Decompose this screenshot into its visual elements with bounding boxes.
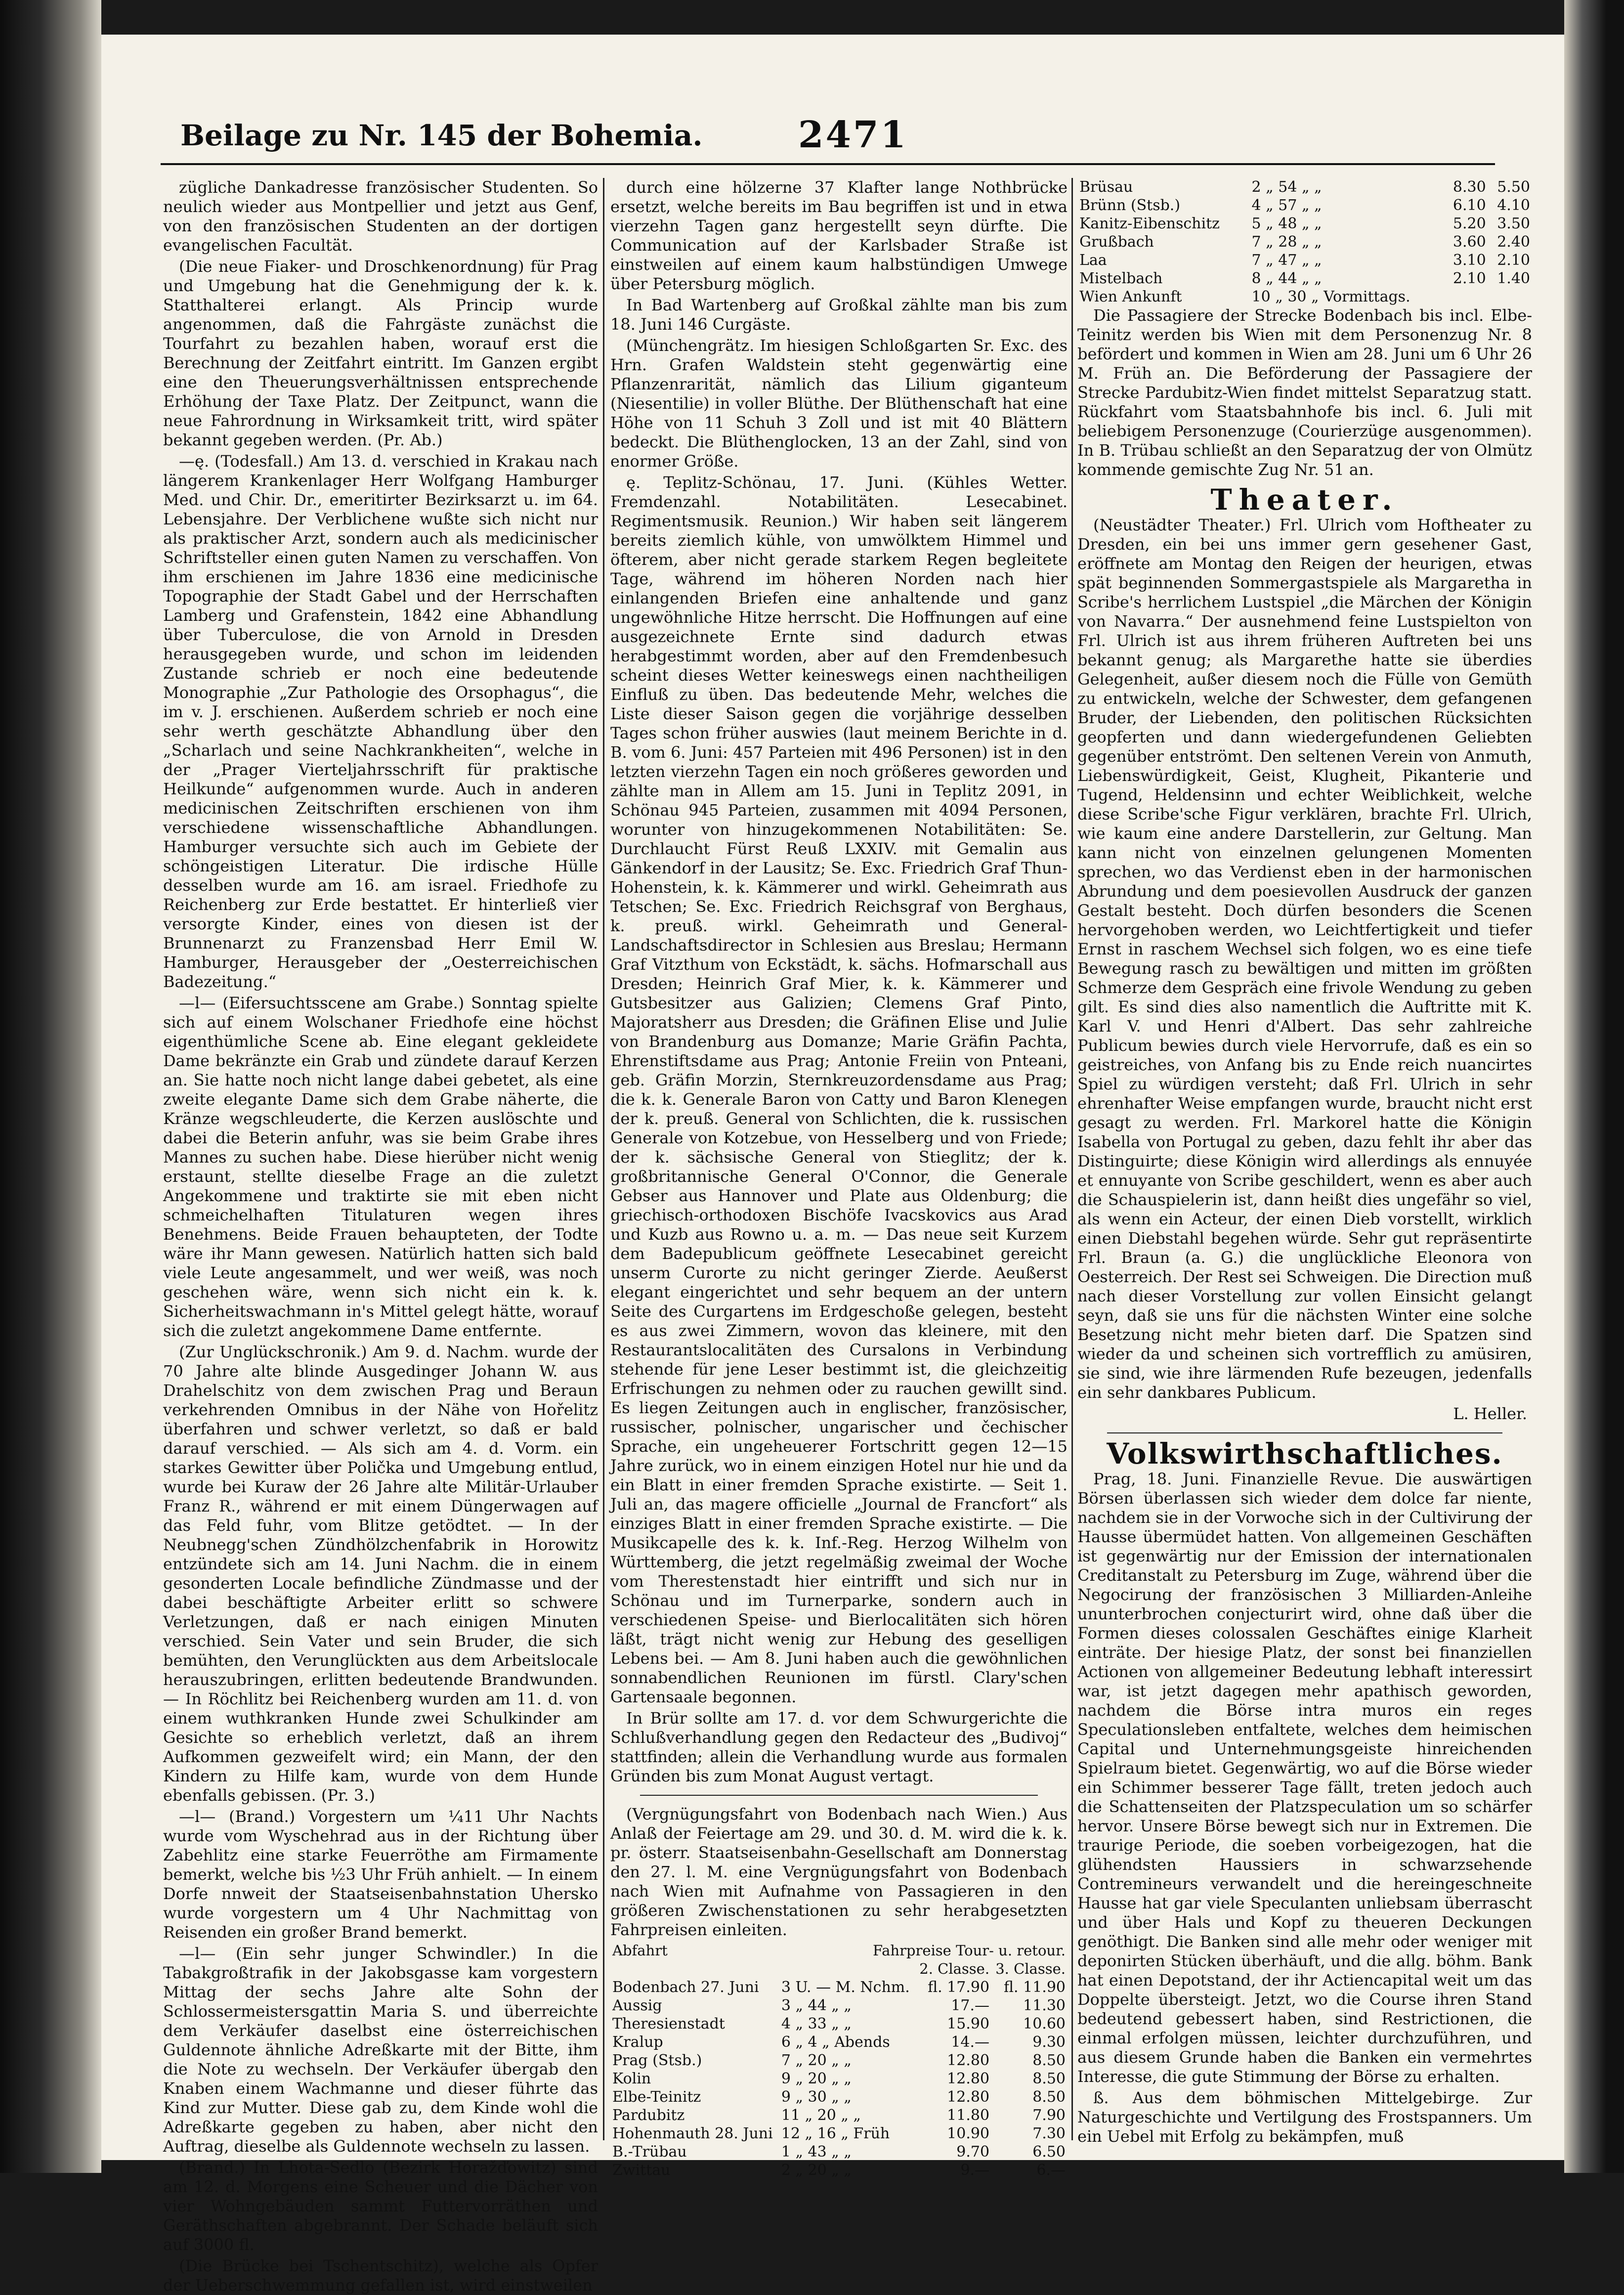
fare-station: Mistelbach <box>1079 270 1163 287</box>
fare-time: 10 „ 30 „ Vormittags. <box>1251 288 1410 305</box>
fare-price-2nd: 14.— <box>951 2034 990 2051</box>
fare-time: 7 „ 28 „ „ <box>1251 233 1322 251</box>
article-paragraph: (Münchengrätz. Im hiesigen Schloßgarten Sr. Exc. des Hrn. Grafen Waldstein steht gegenwärtig eine Pflanzenrarität, nämlich das Lilium giganteum (Niesentilie) in voller Blüthe. Der Blüthenschaft hat eine Höhe von 11 Schuh 3 Zoll und ist mit 40 Blättern bedeckt. Die Blüthenglocken, 13 an der Zahl, sind von enormer Größe. <box>610 336 1068 471</box>
author-signature: L. Heller. <box>1453 1404 1527 1423</box>
fare-price-2nd: 9.— <box>960 2162 990 2179</box>
fare-price-2nd: 11.80 <box>947 2107 990 2124</box>
fare-row <box>610 1978 1068 1996</box>
article-paragraph: durch eine hölzerne 37 Klafter lange Nothbrücke ersetzt, welche bereits im Bau begriffen ist und in etwa vierzehn Tagen ganz hergestellt seyn dürfte. Die Communication auf der Karlsbader Straße ist einstweilen auf einem kaum halbstündigen Umwege über Petersburg möglich. <box>610 178 1068 293</box>
column-1 <box>163 178 598 2295</box>
fare-station: Elbe-Teinitz <box>612 2088 701 2106</box>
fare-row <box>610 2033 1068 2051</box>
fare-time: 3 „ 44 „ „ <box>781 1997 852 2014</box>
fare-price-3rd: fl. 11.90 <box>1004 1979 1066 1996</box>
fare-price-2nd: 2.10 <box>1453 270 1486 287</box>
fare-row <box>610 2106 1068 2124</box>
fare-station: Hohenmauth 28. Juni <box>612 2125 773 2142</box>
fare-time: 7 „ 20 „ „ <box>781 2052 852 2069</box>
fare-price-2nd <box>1444 288 1488 306</box>
article-paragraph: zügliche Dankadresse französischer Studenten. So neulich wieder aus Montpellier und jetzt aus Genf, von den französischen Studenten an der dortigen evangelischen Facultät. <box>163 178 598 255</box>
fare-price-3rd: 9.30 <box>1032 2034 1066 2051</box>
fare-time: 12 „ 16 „ Früh <box>781 2125 890 2142</box>
fare-price-3rd: 8.50 <box>1032 2052 1066 2069</box>
fare-price-2nd: 12.80 <box>947 2088 990 2106</box>
article-paragraph: Die Passagiere der Strecke Bodenbach bis incl. Elbe-Teinitz werden bis Wien mit dem Personenzug Nr. 8 befördert und kommen in Wien am 28. Juni um 6 Uhr 26 M. Früh an. Die Beförderung der Passagiere der Strecke Pardubitz-Wien findet mittelst Separatzug statt. Rückfahrt vom Staatsbahnhofe bis incl. 6. Juli mit beliebigem Personenzuge (Courierzüge ausgenommen). In B. Trübau schließt an den Separatzug der von Olmütz kommende gemischte Zug Nr. 51 an. <box>1077 306 1532 479</box>
fare-row <box>1077 233 1532 251</box>
fare-price-3rd: 2.40 <box>1497 233 1530 251</box>
theater-heading: Theater. <box>1210 483 1399 517</box>
fare-station: Prag (Stsb.) <box>612 2052 702 2069</box>
fare-row <box>610 2161 1068 2179</box>
fare-price-2nd: 3.10 <box>1453 252 1486 269</box>
fare-station: Brüsau <box>1079 178 1133 196</box>
fare-price-2nd: 5.20 <box>1453 215 1486 232</box>
fare-header-class3: 3. Classe. <box>995 1960 1066 1977</box>
article-paragraph: (Die Brücke bei Tschentschitz), welche als Opfer der Ueberschwemmung gefallen ist, wird einstweilen <box>163 2256 598 2295</box>
article-paragraph: ę. Teplitz-Schönau, 17. Juni. (Kühles Wetter. Fremdenzahl. Notabilitäten. Lesecabinet. Regimentsmusik. Reunion.) Wir haben seit längerem bereits ziemlich kühle, von umwölktem Himmel und öfterem, aber nicht gerade starkem Regen begleitete Tage, während im höheren Norden nach hier einlangenden Briefen eine anhaltende und ganz ungewöhnliche Hitze herrscht. Die Hoffnungen auf eine ausgezeichnete Ernte sind dadurch etwas herabgestimmt worden, aber auf den Fremdenbesuch scheint dieses Wetter keineswegs einen nachtheiligen Einfluß zu üben. Das bedeutende Mehr, welches die Liste dieser Saison gegen die vorjährige desselben Tages schon früher auswies (laut meinem Berichte in d. B. vom 6. Juni: 457 Parteien mit 496 Personen) ist in den letzten vierzehn Tagen ein noch größeres geworden und zählte man in Allem am 15. Juni in Teplitz 2091, in Schönau 945 Parteien, zusammen mit 4094 Personen, worunter von hinzugekommenen Notabilitäten: Se. Durchlaucht Fürst Reuß LXXIV. mit Gemalin aus Gänkendorf in der Lausitz; Se. Exc. Friedrich Graf Thun-Hohenstein, k. k. Kämmerer und wirkl. Geheimrath aus Tetschen; Se. Exc. Friedrich Reichsgraf von Berghaus, k. preuß. wirkl. Geheimrath und General-Landschaftsdirector in Schlesien aus Breslau; Hermann Graf Vitzthum von Eckstädt, k. sächs. Hofmarschall aus Dresden; Heinrich Graf Mier, k. k. Kämmerer und Gutsbesitzer aus Galizien; Clemens Graf Pinto, Majoratsherr aus Dresden; die Gräfinen Elise und Julie von Brandenburg aus Domanze; Marie Gräfin Pachta, Ehrenstiftsdame aus Prag; Antonie Freiin von Pnteani, geb. Gräfin Morzin, Sternkreuzordensdame aus Prag; die k. k. Generale Baron von Catty und Baron Klenegen der k. preuß. General von Schlichten, die k. russischen Generale von Kotzebue, von Hesselberg und von Friede; der k. sächsische General von Stieglitz; der k. großbritannische General O'Connor, die Generale Gebser aus Hannover und Plate aus Oldenburg; die griechisch-orthodoxen Bischöfe Ivacskovics aus Arad und Kuzb aus Rowno u. a. m. — Das neue seit Kurzem dem Badepublicum geöffnete Lesecabinet gereicht unserm Curorte zu nicht geringer Zierde. Aeußerst elegant eingerichtet und sehr bequem an der untern Seite des Curgartens im Erdgeschoße gelegen, besteht es aus zwei Zimmern, wovon das kleinere, mit den Restaurantslocalitäten des Cursalons in Verbindung stehende für jene Leser bestimmt ist, die gleichzeitig Erfrischungen zu nehmen oder zu rauchen gewillt sind. Es liegen Zeitungen auch in englischer, französischer, russischer, polnischer, ungarischer und čechischer Sprache, ein ungeheuerer Fortschritt gegen 12—15 Jahre zurück, wo in einem einzigen Hotel nur hie und da ein Blatt in einer fremden Sprache existirte. — Seit 1. Juli an, das magere officielle „Journal de Francfort“ als einziges Blatt in einer fremden Sprache existirte. — Die Musikcapelle des k. k. Inf.-Reg. Herzog Wilhelm von Württemberg, die jetzt regelmäßig zweimal der Woche vom Therestenstadt hier eintrifft und sich nur in Schönau und im Turnerparke, sondern auch in verschiedenen Speise- und Bierlocalitäten sich hören läßt, trägt nicht wenig zur Hebung des geselligen Lebens bei. — Am 8. Juni haben auch die gewöhnlichen sonnabendlichen Reunionen im fürstl. Clary'schen Gartensaale begonnen. <box>610 473 1068 1706</box>
scan-right-edge <box>1564 0 1624 2173</box>
fare-price-3rd: 7.30 <box>1032 2125 1066 2142</box>
page-number: 2471 <box>798 114 908 156</box>
fare-price-2nd: 8.30 <box>1453 178 1486 196</box>
fare-row <box>1077 215 1532 233</box>
fare-table-continued <box>1077 178 1532 306</box>
fare-price-3rd: 5.50 <box>1497 178 1530 196</box>
column-2 <box>610 178 1068 2179</box>
fare-time: 4 „ 33 „ „ <box>781 2015 852 2033</box>
fare-price-2nd: 9.70 <box>956 2143 990 2161</box>
article-paragraph: (Die neue Fiaker- und Droschkenordnung) für Prag und Umgebung hat die Genehmigung der k. k. Statthalterei erlangt. Als Princip wurde angenommen, daß die Fahrgäste zunächst die Tourfahrt zu bezahlen haben, worauf erst die Berechnung der Zeitfahrt eintritt. Im Ganzen ergibt eine den Theuerungsverhältnissen entsprechende Erhöhung der Taxe Platz. Der Zeitpunct, wann die neue Fahrordnung in Wirksamkeit tritt, wird später bekannt gegeben werden. (Pr. Ab.) <box>163 257 598 449</box>
fare-row <box>610 2015 1068 2033</box>
fare-row <box>610 2070 1068 2088</box>
article-paragraph: In Bad Wartenberg auf Großkal zählte man bis zum 18. Juni 146 Curgäste. <box>610 296 1068 334</box>
fare-time: 6 „ 4 „ Abends <box>781 2034 890 2051</box>
fare-price-3rd: 2.10 <box>1497 252 1530 269</box>
fare-header-prices: Fahrpreise Tour- u. retour. <box>872 1942 1066 1959</box>
fare-station: Aussig <box>612 1997 662 2014</box>
fare-header-class2: 2. Classe. <box>919 1960 990 1977</box>
article-paragraph: —ę. (Todesfall.) Am 13. d. verschied in Krakau nach längerem Krankenlager Herr Wolfgang Hamburger Med. und Chir. Dr., emeritirter Bezirksarzt u. im 64. Lebensjahre. Der Verblichene wußte sich nicht nur als praktischer Arzt, sondern auch als medicinischer Schriftsteller einen guten Namen zu verschaffen. Von ihm erschienen im Jahre 1836 eine medicinische Topographie der Stadt Gabel und der Herrschaften Lamberg und Grafenstein, 1842 eine Abhandlung über Tuberculose, die von Arnold in Dresden herausgegeben wurde, und schon im leidenden Zustande schrieb er noch eine bedeutende Monographie „Zur Pathologie des Orsophagus“, die im v. J. erschienen. Außerdem schrieb er noch eine sehr werth geschätzte Abhandlung über den „Scharlach und seine Nachkrankheiten“, welche in der „Prager Vierteljahrsschrift für praktische Heilkunde“ aufgenommen wurde. Auch in anderen medicinischen Zeitschriften erschienen von ihm verschiedene wissenschaftliche Abhandlungen. Hamburger versuchte sich auch im Gebiete der schöngeistigen Literatur. Die irdische Hülle desselben wurde am 16. am israel. Friedhofe zu Reichenberg zur Erde bestattet. Er hinterließ vier versorgte Kinder, eines von diesen ist der Brunnenarzt zu Franzensbad Herr Emil W. Hamburger, Herausgeber der „Oesterreichischen Badezeitung.“ <box>163 452 598 991</box>
fare-station: Kolin <box>612 2070 651 2087</box>
fare-time: 9 „ 20 „ „ <box>781 2070 852 2087</box>
fare-price-2nd: 3.60 <box>1453 233 1486 251</box>
newspaper-page <box>101 35 1564 2295</box>
fare-price-2nd: 17.— <box>951 1997 990 2014</box>
article-paragraph: ß. Aus dem böhmischen Mittelgebirge. Zur Naturgeschichte und Vertilgung des Frostspanners. Um ein Uebel mit Erfolg zu bekämpfen, muß <box>1077 2088 1532 2146</box>
theater-review: (Neustädter Theater.) Frl. Ulrich vom Hoftheater zu Dresden, ein bei uns immer gern gesehener Gast, eröffnete am Montag den Reigen der heurigen, etwas spät beginnenden Sommergastspiele als Margaretha in Scribe's herrlichem Lustspiel „die Märchen der Königin von Navarra.“ Der ausnehmend feine Lustspielton von Frl. Ulrich ist aus ihrem früheren Auftreten bei uns bekannt genug; als Margarethe hatte sie überdies Gelegenheit, außer diesem noch die Fülle von Gemüth zu entwickeln, welche der Schwester, dem gefangenen Bruder, der Liebenden, den politischen Rücksichten geopferten und dann wiedergefundenen Geliebten gegenüber entströmt. Den seltenen Verein von Anmuth, Liebenswürdigkeit, Geist, Klugheit, Pikanterie und Tugend, Heldensinn und echter Weiblichkeit, welche diese Scribe'sche Figur verklären, brachte Frl. Ulrich, wie kaum eine andere Darstellerin, zur Geltung. Man kann nicht von einzelnen gelungenen Momenten sprechen, wo das Verdienst eben in der harmonischen Abrundung und dem poesievollen Ausdruck der ganzen Gestalt besteht. Doch dürfen besonders die Scenen hervorgehoben werden, wo Leichtfertigkeit und tiefer Ernst in raschem Wechsel sich folgen, wo es eine tiefe Bewegung rasch zu bewältigen und mitten im größten Schmerze dem Gespräch eine frivole Wendung zu geben gilt. Es sind dies also namentlich die Auftritte mit K. Karl V. und Henri d'Albert. Das sehr zahlreiche Publicum bewies durch viele Hervorrufe, daß es ein so geistreiches, von Anfang bis zu Ende reich nuancirtes Spiel zu würdigen versteht; daß Frl. Ulrich in sehr ehrenhafter Weise empfangen wurde, braucht nicht erst gesagt zu werden. Frl. Markorel hatte die Königin Isabella von Portugal zu geben, dazu fehlt ihr aber das Distinguirte; diese Königin wird allerdings als ennuyée et ennuyante von Scribe geschildert, wenn es aber auch die Schauspielerin ist, dann heißt dies ungefähr so viel, als wenn ein Acteur, der einen Dieb vorstellt, wirklich einen Diebstahl begehen würde. Sehr gut repräsentirte Frl. Braun (a. G.) die unglückliche Eleonora von Oesterreich. Der Rest sei Schweigen. Die Direction muß nach dieser Vorstellung zur vollen Einsicht gelangt seyn, daß sie uns für die nächsten Winter eine solche Besetzung nicht mehr bieten darf. Die Spatzen sind wieder da und scheinen sich vortrefflich zu amüsiren, sie sind, wie ihre lärmenden Rufe bezeugen, jedenfalls ein sehr dankbares Publicum. <box>1077 516 1532 1402</box>
fare-station: Pardubitz <box>612 2107 685 2124</box>
fare-row <box>1077 288 1532 306</box>
article-paragraph: —l— (Ein sehr junger Schwindler.) In die Tabakgroßtrafik in der Jakobsgasse kam vorgestern Mittag der sechs Jahre alte Sohn der Schlossermeistersgattin Maria S. und überreichte dem Verkäufer daselbst eine österreichischen Guldennote ähnliche Adreßkarte mit der Bitte, ihm die Note zu wechseln. Der Verkäufer übergab den Knaben einem Wachmanne und dieser führte das Kind zur Mutter. Diese gab zu, dem Kinde wohl die Adreßkarte gegeben zu haben, aber nicht den Auftrag, dieselbe als Guldennote wechseln zu lassen. <box>163 1944 598 2156</box>
fare-row <box>610 2143 1068 2161</box>
fare-price-3rd: 8.50 <box>1032 2088 1066 2106</box>
fare-station: Grußbach <box>1079 233 1154 251</box>
fare-row <box>1077 178 1532 196</box>
fare-price-3rd: 10.60 <box>1023 2015 1066 2033</box>
fare-price-2nd: fl. 17.90 <box>928 1979 990 1996</box>
fare-row <box>610 1996 1068 2015</box>
section-divider <box>640 1795 1038 1796</box>
column-rule <box>603 178 604 2140</box>
fare-station: Bodenbach 27. Juni <box>612 1979 759 1996</box>
fare-row <box>610 2051 1068 2070</box>
section-divider <box>1107 1432 1502 1433</box>
article-paragraph: —l— (Eifersuchtsscene am Grabe.) Sonntag spielte sich auf einem Wolschaner Friedhofe eine höchst eigenthümliche Scene ab. Eine elegant gekleidete Dame bekränzte ein Grab und zündete darauf Kerzen an. Sie hatte noch nicht lange dabei gebetet, als eine zweite elegante Dame sich dem Grabe näherte, die Kränze wegschleuderte, die Kerzen auslöschte und dabei die Beterin anfuhr, was sie beim Grabe ihres Mannes zu suchen habe. Diese hierüber nicht wenig erstaunt, stellte dieselbe Frage an die zuletzt Angekommene und traktirte sie mit eben nicht schmeichelhaften Titulaturen wegen ihres Benehmens. Beide Frauen behaupteten, der Todte wäre ihr Mann gewesen. Natürlich hatten sich bald viele Leute angesammelt, und wer weiß, was noch geschehen wäre, wenn sich nicht ein k. k. Sicherheitswachmann in's Mittel gelegt hätte, worauf sich die zuletzt angekommene Dame entfernte. <box>163 994 598 1340</box>
fare-time: 2 „ 20 „ „ <box>781 2162 852 2179</box>
column-rule <box>1071 178 1073 2140</box>
fare-price-3rd: 4.10 <box>1497 197 1530 214</box>
fare-price-3rd: 6.50 <box>1032 2143 1066 2161</box>
economy-heading: Volkswirthschaftliches. <box>1107 1437 1503 1471</box>
article-paragraph: (Zur Unglückschronik.) Am 9. d. Nachm. wurde der 70 Jahre alte blinde Ausgedinger Johann W. aus Drahelschitz von dem zwischen Prag und Beraun verkehrenden Omnibus in der Nähe von Hořelitz überfahren und schwer verletzt, so daß er bald darauf verschied. — Als sich am 4. d. Vorm. ein starkes Gewitter über Polička und Umgebung entlud, wurde bei Kuraw der 26 Jahre alte Militär-Urlauber Franz R., während er mit einem Düngerwagen auf das Feld fuhr, vom Blitze getödtet. — In der Neubnegg'schen Zündhölzchenfabrik in Horowitz entzündete sich am 14. Juni Nachm. die in einem gesonderten Locale befindliche Zündmasse und der dabei beschäftigte Arbeiter erlitt so schwere Verletzungen, daß er nach einigen Minuten verschied. Sein Vater und sein Bruder, die sich bemühten, den Verunglückten aus dem Arbeitslocale herauszubringen, erlitten bedeutende Brandwunden. — In Röchlitz bei Reichenberg wurden am 11. d. von einem wuthkranken Hunde zwei Schulkinder am Gesichte so erheblich verletzt, daß an ihrem Aufkommen gezweifelt wird; ein Mann, der den Kindern zu Hilfe kam, wurde von dem Hunde ebenfalls gebissen. (Pr. 3.) <box>163 1342 598 1805</box>
fare-price-2nd: 10.90 <box>947 2125 990 2142</box>
fare-table <box>610 1942 1068 2179</box>
fare-price-2nd: 12.80 <box>947 2070 990 2087</box>
fare-price-3rd: 1.40 <box>1497 270 1530 287</box>
fare-price-2nd: 12.80 <box>947 2052 990 2069</box>
fare-price-3rd: 11.30 <box>1023 1997 1066 2014</box>
fare-price-3rd: 8.50 <box>1032 2070 1066 2087</box>
fare-station: Laa <box>1079 252 1107 269</box>
fare-price-2nd: 6.10 <box>1453 197 1486 214</box>
fare-time: 1 „ 43 „ „ <box>781 2143 852 2161</box>
fare-row <box>1077 251 1532 269</box>
fare-station: Kanitz-Eibenschitz <box>1079 215 1220 232</box>
column-3 <box>1077 178 1532 2146</box>
fare-station: Kralup <box>612 2034 663 2051</box>
fare-station: Brünn (Stsb.) <box>1079 197 1181 214</box>
fare-time: 5 „ 48 „ „ <box>1251 215 1322 232</box>
fare-header-departure: Abfahrt <box>612 1942 668 1959</box>
scan-left-edge <box>0 0 101 2173</box>
fare-row <box>610 2088 1068 2106</box>
fare-row <box>1077 196 1532 215</box>
fare-time: 4 „ 57 „ „ <box>1251 197 1322 214</box>
economy-review: Prag, 18. Juni. Finanzielle Revue. Die auswärtigen Börsen überlassen sich wieder dem dolce far niente, nachdem sie in der Vorwoche sich in der Cultivirung der Hausse übermüdet hatten. Von allgemeinen Geschäften ist gegenwärtig nur der Emission der internationalen Creditanstalt zu Petersburg im Zuge, während über die Negocirung der französischen 3 Milliarden-Anleihe ununterbrochen conjecturirt wird, ohne daß über die Formen dieses colossalen Geschäftes einige Klarheit einträte. Der hiesige Platz, der sonst bei finanziellen Actionen von allgemeiner Bedeutung lebhaft interessirt war, ist jetzt dagegen mehr apathisch geworden, nachdem die Börse intra muros ein reges Speculationsleben entfaltete, welches dem heimischen Capital und Unternehmungsgeiste hinreichenden Spielraum bietet. Gegenwärtig, wo auf die Börse wieder ein Schimmer besserer Tage fällt, treten jedoch auch die Schattenseiten der Platzspeculation um so schärfer hervor. Unsere Börse bewegt sich nur in Extremen. Die traurige Periode, die soeben vorbeigezogen, hat die glühendsten Haussiers in schwarzsehende Contremineurs verwandelt und die hereingeschneite Hausse hat gar viele Speculanten unliebsam überrascht und über Hals und Kopf zu theueren Deckungen genöthigt. Die Banken sind alle mehr oder weniger mit deponirten Stücken überhäuft, und die allg. böhm. Bank hat einen Depotstand, der ihr Actiencapital weit um das Doppelte übersteigt. Jetzt, wo die Course ihren Stand bedeutend gebessert haben, sind Restrictionen, die einmal erfolgen müssen, leichter durchzuführen, und aus diesem Grunde haben die Banken ein vermehrtes Interesse, die gute Stimmung der Börse zu erhalten. <box>1077 1470 1532 2086</box>
fare-time: 2 „ 54 „ „ <box>1251 178 1322 196</box>
fare-station: Theresienstadt <box>612 2015 725 2033</box>
article-paragraph: (Brand.) In Lhota-Sedlo (Bezirk Horažďowitz) sind am 12. d. Morgens eine Scheuer und die Dächer von vier Wohngebäuden sammt Futtervorräthen und Geräthschaften abgebrannt. Der Schade beläuft sich auf 3000 fl. <box>163 2158 598 2254</box>
fare-time: 7 „ 47 „ „ <box>1251 252 1322 269</box>
fare-station: Zwittau <box>612 2162 671 2179</box>
article-paragraph: (Vergnügungsfahrt von Bodenbach nach Wien.) Aus Anlaß der Feiertage am 29. und 30. d. M. wird die k. k. pr. österr. Staatseisenbahn-Gesellschaft am Donnerstag den 27. l. M. eine Vergnügungsfahrt von Bodenbach nach Wien mit Aufnahme von Passagieren in den größeren Zwischenstationen zu sehr herabgesetzten Fahrpreisen einleiten. <box>610 1805 1068 1939</box>
fare-price-3rd: 7.90 <box>1032 2107 1066 2124</box>
fare-time: 8 „ 44 „ „ <box>1251 270 1322 287</box>
article-paragraph: —l— (Brand.) Vorgestern um ¼11 Uhr Nachts wurde vom Wyschehrad aus in der Richtung über Zabehlitz eine starke Feuerröthe am Firmamente bemerkt, welche bis ½3 Uhr Früh anhielt. — In einem Dorfe nnweit der Staatseisenbahnstation Uhersko wurde vorgestern um 4 Uhr Nachmittag von Reisenden ein großer Brand bemerkt. <box>163 1807 598 1942</box>
fare-price-3rd <box>1488 288 1532 306</box>
fare-station: B.-Trübau <box>612 2143 687 2161</box>
fare-time: 9 „ 30 „ „ <box>781 2088 852 2106</box>
fare-station: Wien Ankunft <box>1079 288 1182 305</box>
fare-price-3rd: 6.— <box>1036 2162 1066 2179</box>
fare-time: 3 U. — M. Nchm. <box>781 1979 910 1996</box>
fare-price-2nd: 15.90 <box>947 2015 990 2033</box>
article-paragraph: In Brür sollte am 17. d. vor dem Schwurgerichte die Schlußverhandlung gegen den Redacteur des „Budivoj“ stattfinden; allein die Verhandlung wurde aus formalen Gründen bis zum Monat August vertagt. <box>610 1709 1068 1785</box>
fare-row <box>610 2124 1068 2143</box>
masthead <box>161 104 1495 165</box>
fare-row <box>1077 269 1532 288</box>
supplement-title: Beilage zu Nr. 145 der Bohemia. <box>180 119 703 152</box>
fare-time: 11 „ 20 „ „ <box>781 2107 861 2124</box>
fare-price-3rd: 3.50 <box>1497 215 1530 232</box>
